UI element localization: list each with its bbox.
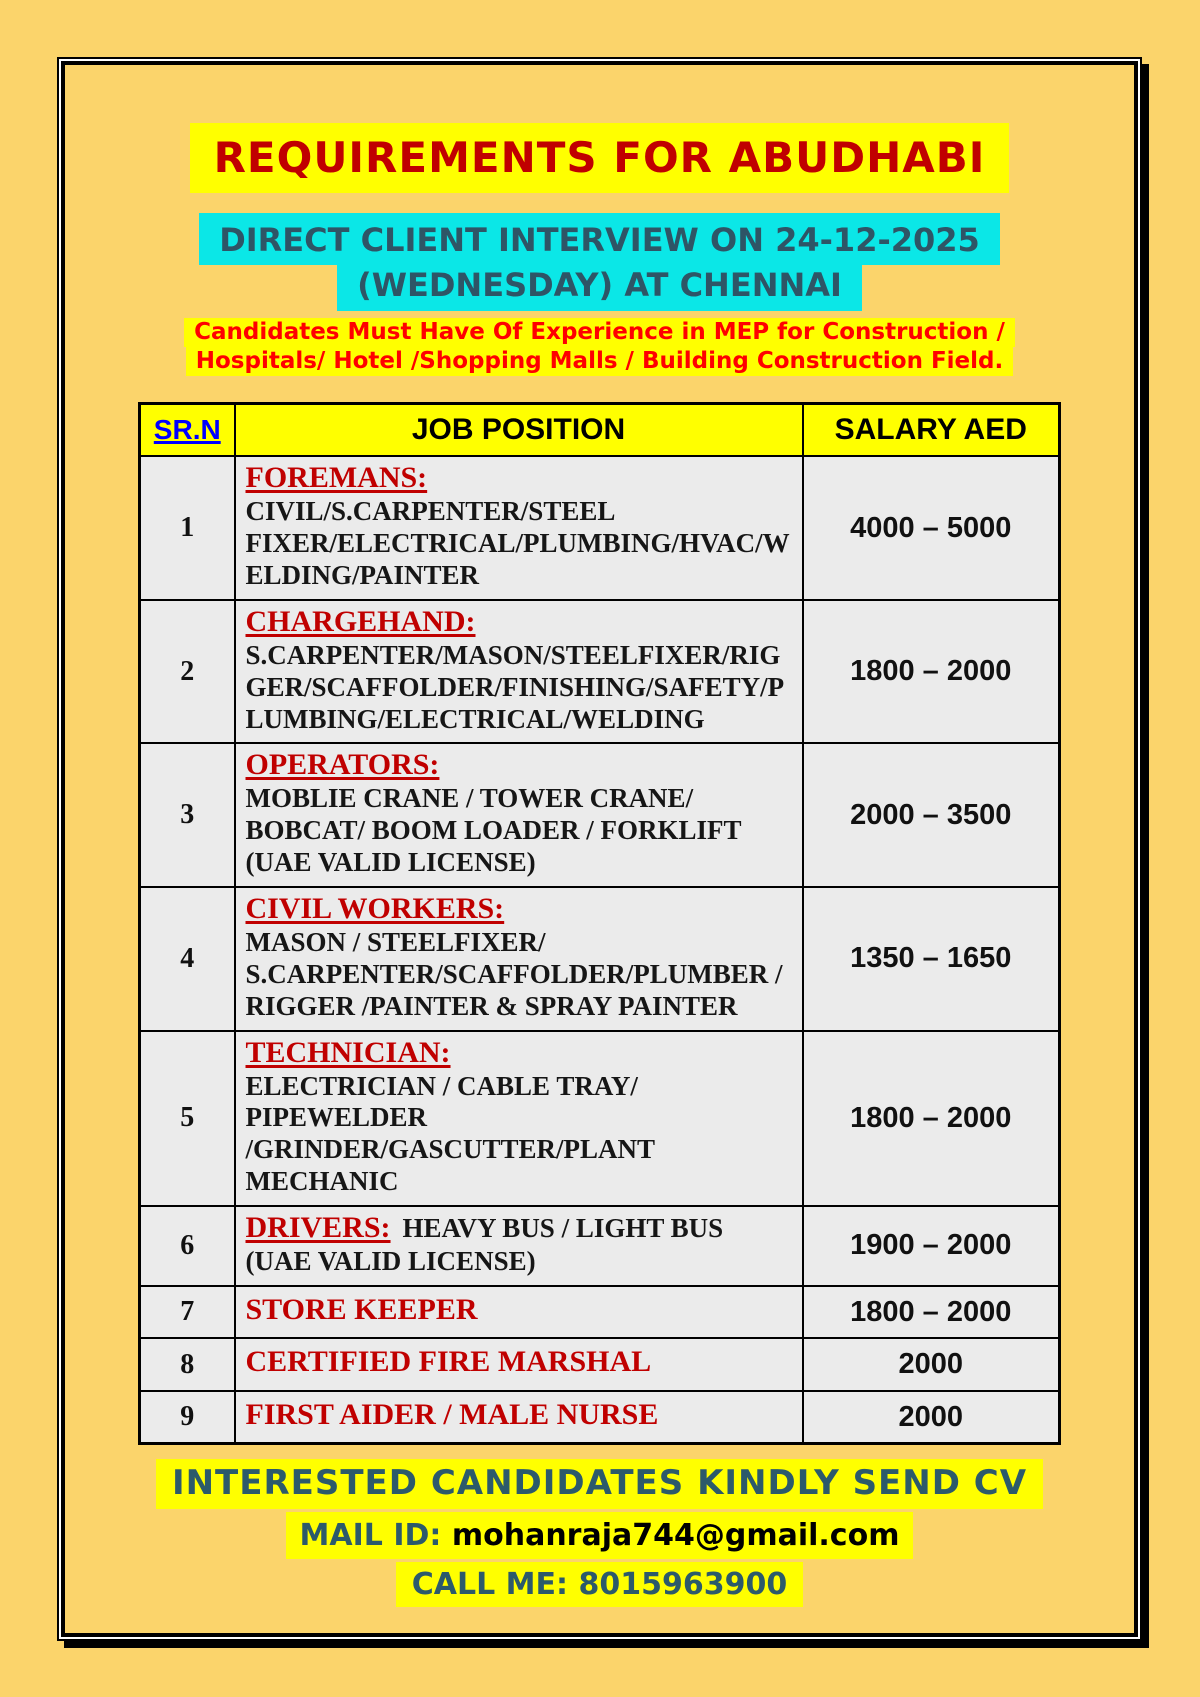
job-description: CIVIL/S.CARPENTER/STEEL FIXER/ELECTRICAL/PLUMBING/HVAC/WELDING/PAINTER bbox=[245, 496, 790, 590]
row-number: 2 bbox=[140, 600, 235, 744]
interview-line-2-row bbox=[65, 265, 1134, 312]
license-note: (UAE VALID LICENSE) bbox=[245, 847, 536, 878]
poster-title: REQUIREMENTS FOR ABUDHABI bbox=[190, 123, 1010, 193]
note-line-1-row bbox=[65, 318, 1134, 347]
job-title: STORE KEEPER bbox=[245, 1292, 478, 1326]
table-row bbox=[140, 1206, 1060, 1286]
table-row bbox=[140, 1286, 1060, 1339]
job-cell bbox=[235, 1391, 803, 1444]
table-row bbox=[140, 1391, 1060, 1444]
job-title-line bbox=[246, 1210, 792, 1246]
note-line-2: Hospitals/ Hotel /Shopping Malls / Building Construction Field. bbox=[186, 347, 1014, 376]
job-cell bbox=[235, 1206, 803, 1286]
table-row bbox=[140, 600, 1060, 744]
table-row bbox=[140, 1031, 1060, 1206]
salary-value: 2000 bbox=[803, 1338, 1060, 1391]
job-cell bbox=[235, 1286, 803, 1339]
srn-column-header: SR.N bbox=[140, 404, 235, 457]
salary-value: 2000 bbox=[803, 1391, 1060, 1444]
job-description: MASON / STEELFIXER/ S.CARPENTER/SCAFFOLDER/PLUMBER / RIGGER /PAINTER & SPRAY PAINTER bbox=[245, 927, 783, 1021]
salary-value: 1800 – 2000 bbox=[803, 1031, 1060, 1206]
job-title: TECHNICIAN: bbox=[245, 1035, 451, 1069]
table-row bbox=[140, 887, 1060, 1031]
call-line: CALL ME: 8015963900 bbox=[396, 1562, 803, 1607]
job-title: DRIVERS: bbox=[245, 1211, 391, 1245]
salary-value: 1350 – 1650 bbox=[803, 887, 1060, 1031]
job-description: MOBLIE CRANE / TOWER CRANE/ BOBCAT/ BOOM LOADER / FORKLIFT bbox=[245, 783, 742, 846]
salary-value: 1900 – 2000 bbox=[803, 1206, 1060, 1286]
job-cell bbox=[235, 887, 803, 1031]
poster-content bbox=[65, 65, 1134, 1633]
salary-column-header: SALARY AED bbox=[803, 404, 1060, 457]
experience-note bbox=[65, 318, 1134, 376]
table-row bbox=[140, 1338, 1060, 1391]
license-note: (UAE VALID LICENSE) bbox=[245, 1246, 536, 1277]
job-cell bbox=[235, 456, 803, 600]
job-title: FIRST AIDER / MALE NURSE bbox=[245, 1397, 659, 1431]
interview-line-1: DIRECT CLIENT INTERVIEW ON 24-12-2025 bbox=[199, 213, 1000, 265]
job-cell bbox=[235, 743, 803, 887]
row-number: 1 bbox=[140, 456, 235, 600]
job-title: CHARGEHAND: bbox=[245, 604, 476, 638]
position-column-header: JOB POSITION bbox=[235, 404, 803, 457]
mail-row bbox=[65, 1512, 1134, 1559]
salary-value: 2000 – 3500 bbox=[803, 743, 1060, 887]
salary-value: 4000 – 5000 bbox=[803, 456, 1060, 600]
row-number: 4 bbox=[140, 887, 235, 1031]
row-number: 5 bbox=[140, 1031, 235, 1206]
footer-cta: INTERESTED CANDIDATES KINDLY SEND CV bbox=[156, 1459, 1043, 1508]
job-cell bbox=[235, 1031, 803, 1206]
row-number: 7 bbox=[140, 1286, 235, 1339]
row-number: 9 bbox=[140, 1391, 235, 1444]
requirements-table bbox=[138, 402, 1061, 1445]
table-row bbox=[140, 456, 1060, 600]
job-title: CERTIFIED FIRE MARSHAL bbox=[245, 1345, 652, 1379]
mail-label: MAIL ID: bbox=[299, 1517, 442, 1553]
footer-cta-row bbox=[65, 1459, 1134, 1508]
note-line-2-row bbox=[65, 347, 1134, 376]
salary-value: 1800 – 2000 bbox=[803, 600, 1060, 744]
poster-frame bbox=[57, 57, 1142, 1641]
row-number: 6 bbox=[140, 1206, 235, 1286]
mail-line bbox=[286, 1512, 914, 1559]
job-description: S.CARPENTER/MASON/STEELFIXER/RIGGER/SCAFFOLDER/FINISHING/SAFETY/PLUMBING/ELECTRICAL/WELDING bbox=[245, 639, 785, 734]
row-number: 3 bbox=[140, 743, 235, 887]
job-title: OPERATORS: bbox=[245, 748, 440, 782]
mail-value: mohanraja744@gmail.com bbox=[451, 1517, 900, 1553]
job-cell bbox=[235, 600, 803, 744]
table-header-row bbox=[140, 404, 1060, 457]
title-row bbox=[65, 123, 1134, 193]
job-cell bbox=[235, 1338, 803, 1391]
interview-line-1-row bbox=[65, 213, 1134, 265]
job-title: FOREMANS: bbox=[245, 461, 428, 495]
interview-line-2: (WEDNESDAY) AT CHENNAI bbox=[337, 265, 862, 312]
job-title: CIVIL WORKERS: bbox=[245, 892, 505, 926]
call-row bbox=[65, 1562, 1134, 1607]
note-line-1: Candidates Must Have Of Experience in MEP for Construction / bbox=[184, 318, 1015, 347]
table-row bbox=[140, 743, 1060, 887]
salary-value: 1800 – 2000 bbox=[803, 1286, 1060, 1339]
job-description: HEAVY BUS / LIGHT BUS bbox=[402, 1213, 724, 1244]
job-description: ELECTRICIAN / CABLE TRAY/ PIPEWELDER /GRINDER/GASCUTTER/PLANT MECHANIC bbox=[245, 1070, 655, 1197]
row-number: 8 bbox=[140, 1338, 235, 1391]
